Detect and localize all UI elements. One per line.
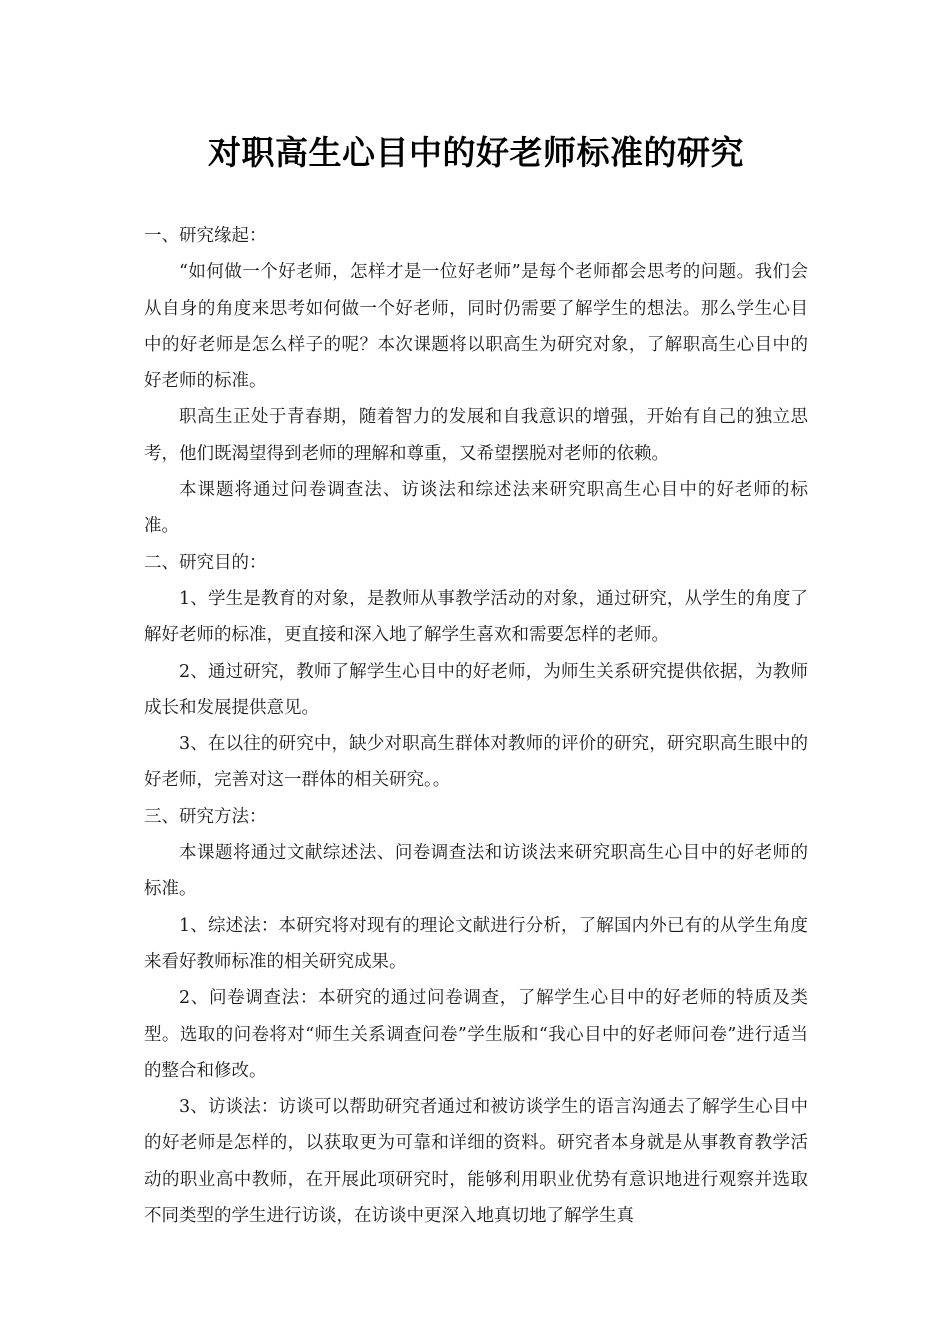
section-heading-origin: 一、研究缘起：	[144, 226, 267, 246]
paragraph: 职高生正处于青春期，随着智力的发展和自我意识的增强，开始有自己的独立思考，他们既渴望得到老师的理解和尊重，又希望摆脱对老师的依赖。	[144, 407, 808, 464]
document-body	[144, 218, 808, 1234]
section-heading-methods: 三、研究方法：	[144, 806, 267, 827]
document-title: 对职高生心目中的好老师标准的研究	[208, 133, 744, 172]
paragraph: 1、综述法：本研究将对现有的理论文献进行分析，了解国内外已有的从学生角度来看好教师标准的相关研究成果。	[144, 915, 808, 972]
paragraph: 1、学生是教育的对象，是教师从事教学活动的对象，通过研究，从学生的角度了解好老师的标准，更直接和深入地了解学生喜欢和需要怎样的老师。	[144, 588, 808, 646]
paragraph: 本课题将通过文献综述法、问卷调查法和访谈法来研究职高生心目中的好老师的标准。	[144, 843, 808, 900]
paragraph: 3、访谈法：访谈可以帮助研究者通过和被访谈学生的语言沟通去了解学生心目中的好老师是怎样的，以获取更为可靠和详细的资料。研究者本身就是从事教育教学活动的职业高中教师，在开展此项研究时，能够利用职业优势有意识地进行观察并选取不同类型的学生进行访谈，在访谈中更深入地真切地了解学生真	[144, 1097, 808, 1227]
paragraph: 本课题将通过问卷调查法、访谈法和综述法来研究职高生心目中的好老师的标准。	[144, 480, 808, 537]
section-heading-purpose: 二、研究目的：	[144, 552, 267, 573]
paragraph: 2、通过研究，教师了解学生心目中的好老师，为师生关系研究提供依据，为教师成长和发展提供意见。	[144, 661, 808, 718]
paragraph: 2、问卷调查法：本研究的通过问卷调查，了解学生心目中的好老师的特质及类型。选取的问卷将对“师生关系调查问卷”学生版和“我心目中的好老师问卷”进行适当的整合和修改。	[144, 988, 808, 1081]
paragraph: “如何做一个好老师，怎样才是一位好老师”是每个老师都会思考的问题。我们会从自身的角度来思考如何做一个好老师，同时仍需要了解学生的想法。那么学生心目中的好老师是怎么样子的呢？本次课题将以职高生为研究对象，了解职高生心目中的好老师的标准。	[144, 262, 808, 392]
paragraph: 3、在以往的研究中，缺少对职高生群体对教师的评价的研究，研究职高生眼中的好老师，完善对这一群体的相关研究。。	[144, 734, 808, 791]
